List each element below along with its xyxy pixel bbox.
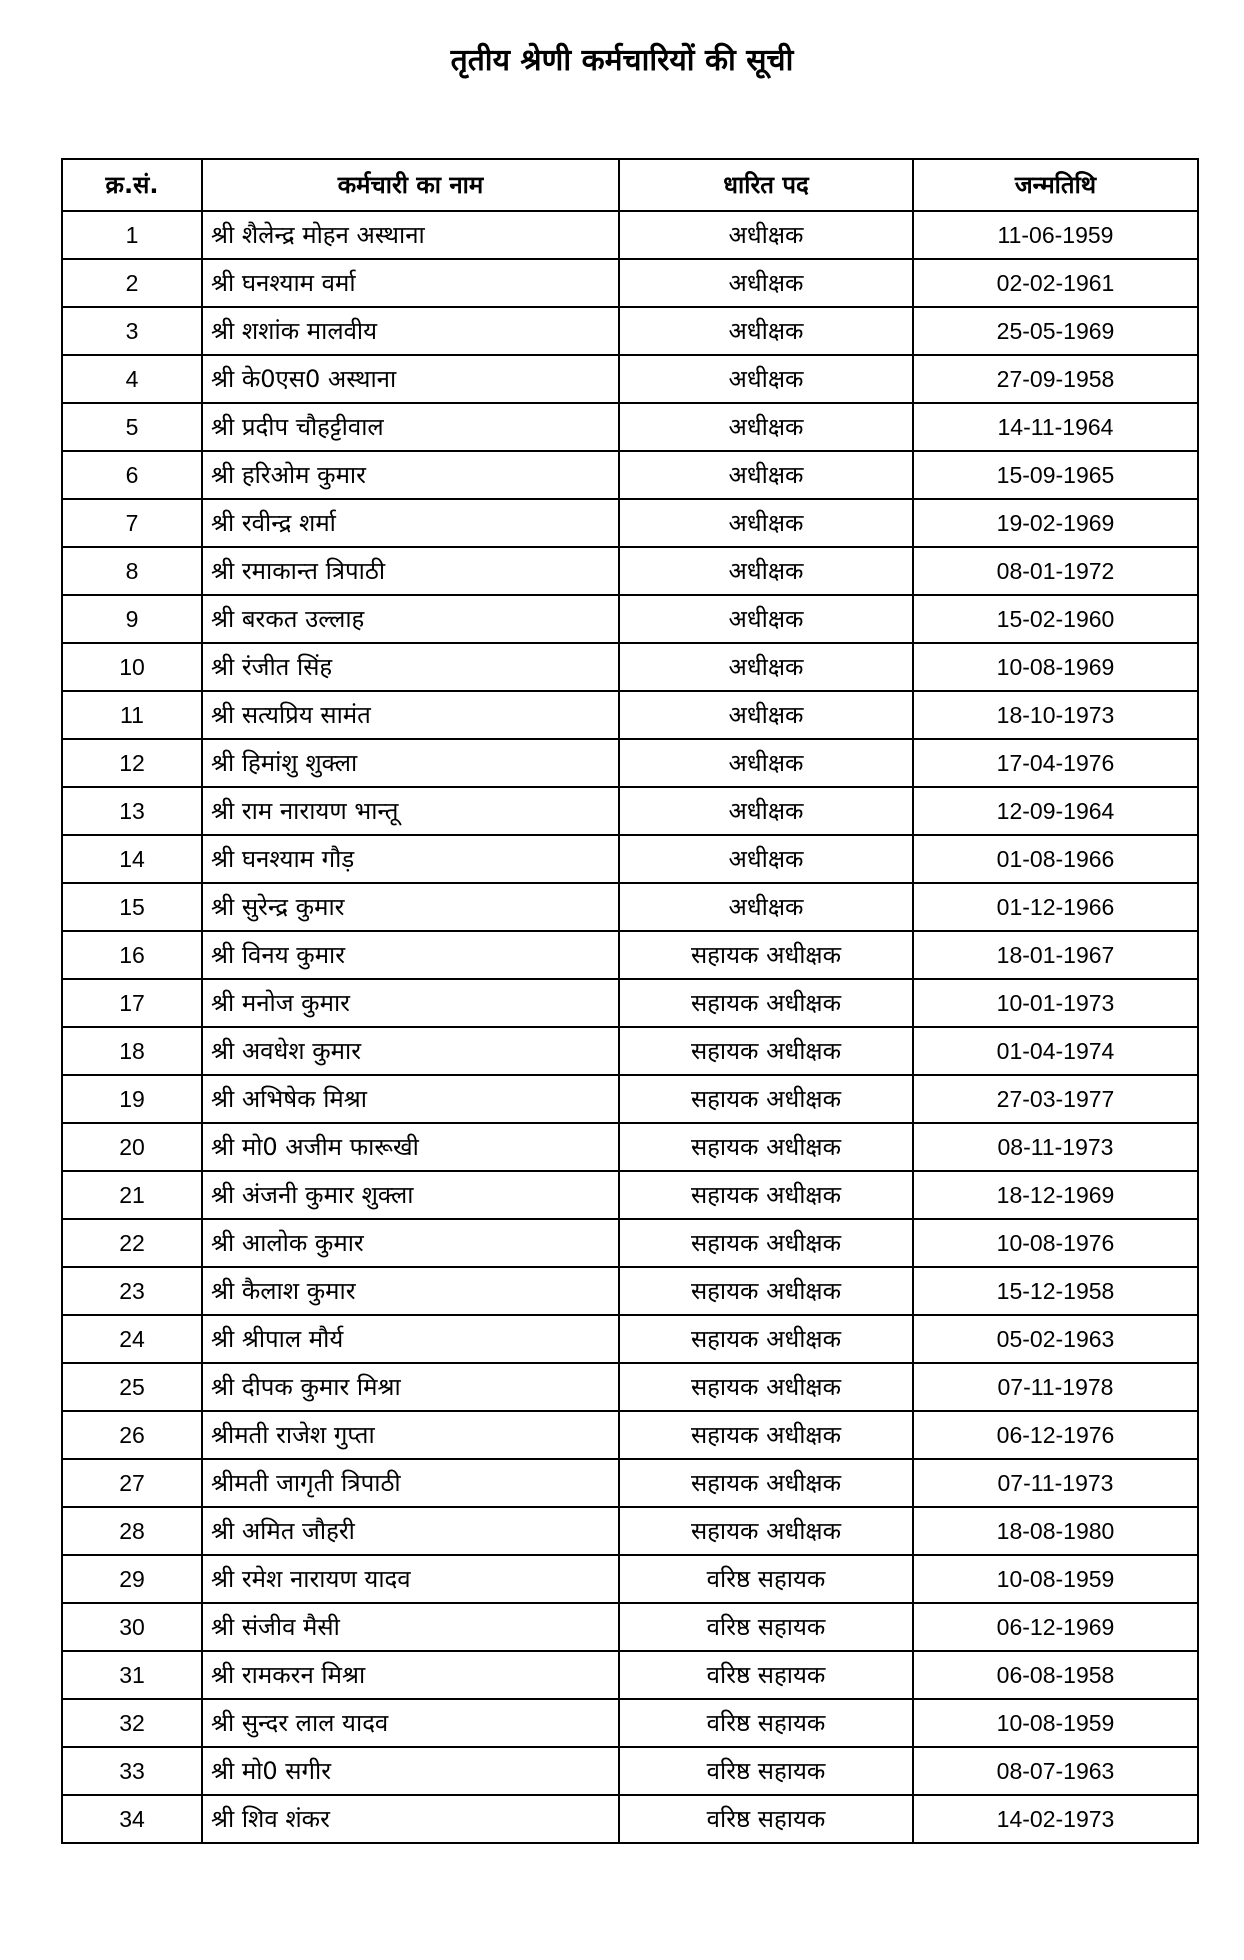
employee-name-cell: श्री रमाकान्त त्रिपाठी <box>202 547 619 595</box>
date-of-birth-cell: 15-09-1965 <box>913 451 1198 499</box>
date-of-birth-cell: 18-10-1973 <box>913 691 1198 739</box>
date-of-birth-cell: 05-02-1963 <box>913 1315 1198 1363</box>
post-cell: सहायक अधीक्षक <box>619 1459 913 1507</box>
employee-name-cell: श्री रामकरन मिश्रा <box>202 1651 619 1699</box>
serial-number-cell: 27 <box>62 1459 202 1507</box>
table-row <box>62 1075 1198 1123</box>
employee-name-cell: श्री आलोक कुमार <box>202 1219 619 1267</box>
table-row <box>62 1219 1198 1267</box>
table-row <box>62 739 1198 787</box>
date-of-birth-cell: 07-11-1978 <box>913 1363 1198 1411</box>
employee-name-cell: श्री रमेश नारायण यादव <box>202 1555 619 1603</box>
employee-name-cell: श्री अवधेश कुमार <box>202 1027 619 1075</box>
post-cell: सहायक अधीक्षक <box>619 1171 913 1219</box>
table-row <box>62 1795 1198 1843</box>
table-row <box>62 1267 1198 1315</box>
employee-name-cell: श्री बरकत उल्लाह <box>202 595 619 643</box>
table-row <box>62 1603 1198 1651</box>
serial-number-cell: 16 <box>62 931 202 979</box>
table-row <box>62 643 1198 691</box>
post-cell: सहायक अधीक्षक <box>619 1027 913 1075</box>
employee-name-cell: श्री संजीव मैसी <box>202 1603 619 1651</box>
employee-name-cell: श्री मो0 अजीम फारूखी <box>202 1123 619 1171</box>
table-row <box>62 1555 1198 1603</box>
post-cell: अधीक्षक <box>619 883 913 931</box>
employee-name-cell: श्री विनय कुमार <box>202 931 619 979</box>
post-cell: अधीक्षक <box>619 211 913 259</box>
serial-number-cell: 32 <box>62 1699 202 1747</box>
post-cell: वरिष्ठ सहायक <box>619 1555 913 1603</box>
employee-name-cell: श्री शिव शंकर <box>202 1795 619 1843</box>
serial-number-cell: 8 <box>62 547 202 595</box>
post-cell: अधीक्षक <box>619 499 913 547</box>
serial-number-cell: 24 <box>62 1315 202 1363</box>
table-row <box>62 1507 1198 1555</box>
table-row <box>62 931 1198 979</box>
date-of-birth-cell: 27-09-1958 <box>913 355 1198 403</box>
employee-name-cell: श्री रवीन्द्र शर्मा <box>202 499 619 547</box>
employee-name-cell: श्री राम नारायण भान्तू <box>202 787 619 835</box>
date-of-birth-cell: 15-12-1958 <box>913 1267 1198 1315</box>
serial-number-cell: 7 <box>62 499 202 547</box>
employee-name-cell: श्री सत्यप्रिय सामंत <box>202 691 619 739</box>
date-of-birth-cell: 27-03-1977 <box>913 1075 1198 1123</box>
date-of-birth-cell: 02-02-1961 <box>913 259 1198 307</box>
post-cell: सहायक अधीक्षक <box>619 931 913 979</box>
table-header-row <box>62 159 1198 211</box>
serial-number-cell: 5 <box>62 403 202 451</box>
employee-name-cell: श्री श्रीपाल मौर्य <box>202 1315 619 1363</box>
table-row <box>62 1027 1198 1075</box>
serial-number-cell: 10 <box>62 643 202 691</box>
post-cell: अधीक्षक <box>619 355 913 403</box>
serial-number-cell: 15 <box>62 883 202 931</box>
serial-number-cell: 23 <box>62 1267 202 1315</box>
post-cell: सहायक अधीक्षक <box>619 1219 913 1267</box>
employee-name-cell: श्री शशांक मालवीय <box>202 307 619 355</box>
post-cell: सहायक अधीक्षक <box>619 1411 913 1459</box>
employee-name-cell: श्री रंजीत सिंह <box>202 643 619 691</box>
serial-number-cell: 31 <box>62 1651 202 1699</box>
date-of-birth-cell: 06-12-1976 <box>913 1411 1198 1459</box>
serial-number-cell: 1 <box>62 211 202 259</box>
date-of-birth-cell: 18-01-1967 <box>913 931 1198 979</box>
date-of-birth-cell: 14-11-1964 <box>913 403 1198 451</box>
employee-name-cell: श्री सुरेन्द्र कुमार <box>202 883 619 931</box>
date-of-birth-cell: 25-05-1969 <box>913 307 1198 355</box>
table-row <box>62 499 1198 547</box>
header-date-of-birth: जन्मतिथि <box>913 159 1198 211</box>
employee-name-cell: श्रीमती राजेश गुप्ता <box>202 1411 619 1459</box>
post-cell: अधीक्षक <box>619 595 913 643</box>
serial-number-cell: 6 <box>62 451 202 499</box>
serial-number-cell: 28 <box>62 1507 202 1555</box>
post-cell: अधीक्षक <box>619 259 913 307</box>
serial-number-cell: 20 <box>62 1123 202 1171</box>
serial-number-cell: 25 <box>62 1363 202 1411</box>
post-cell: सहायक अधीक्षक <box>619 1315 913 1363</box>
table-row <box>62 595 1198 643</box>
post-cell: वरिष्ठ सहायक <box>619 1747 913 1795</box>
employee-name-cell: श्री के0एस0 अस्थाना <box>202 355 619 403</box>
serial-number-cell: 11 <box>62 691 202 739</box>
date-of-birth-cell: 06-08-1958 <box>913 1651 1198 1699</box>
post-cell: अधीक्षक <box>619 451 913 499</box>
table-row <box>62 1699 1198 1747</box>
table-row <box>62 1363 1198 1411</box>
date-of-birth-cell: 01-12-1966 <box>913 883 1198 931</box>
table-row <box>62 1315 1198 1363</box>
date-of-birth-cell: 18-12-1969 <box>913 1171 1198 1219</box>
post-cell: सहायक अधीक्षक <box>619 1267 913 1315</box>
serial-number-cell: 19 <box>62 1075 202 1123</box>
employee-name-cell: श्री घनश्याम वर्मा <box>202 259 619 307</box>
employee-table <box>61 158 1199 1844</box>
date-of-birth-cell: 01-04-1974 <box>913 1027 1198 1075</box>
table-row <box>62 451 1198 499</box>
post-cell: वरिष्ठ सहायक <box>619 1795 913 1843</box>
date-of-birth-cell: 01-08-1966 <box>913 835 1198 883</box>
date-of-birth-cell: 08-01-1972 <box>913 547 1198 595</box>
serial-number-cell: 21 <box>62 1171 202 1219</box>
header-post-held: धारित पद <box>619 159 913 211</box>
header-employee-name: कर्मचारी का नाम <box>202 159 619 211</box>
employee-name-cell: श्री अंजनी कुमार शुक्ला <box>202 1171 619 1219</box>
serial-number-cell: 13 <box>62 787 202 835</box>
date-of-birth-cell: 19-02-1969 <box>913 499 1198 547</box>
date-of-birth-cell: 10-08-1969 <box>913 643 1198 691</box>
post-cell: अधीक्षक <box>619 739 913 787</box>
serial-number-cell: 4 <box>62 355 202 403</box>
date-of-birth-cell: 18-08-1980 <box>913 1507 1198 1555</box>
page-title: तृतीय श्रेणी कर्मचारियों की सूची <box>450 43 794 78</box>
header-serial-number: क्र.सं. <box>62 159 202 211</box>
serial-number-cell: 30 <box>62 1603 202 1651</box>
employee-name-cell: श्री कैलाश कुमार <box>202 1267 619 1315</box>
date-of-birth-cell: 07-11-1973 <box>913 1459 1198 1507</box>
serial-number-cell: 33 <box>62 1747 202 1795</box>
table-row <box>62 787 1198 835</box>
serial-number-cell: 17 <box>62 979 202 1027</box>
date-of-birth-cell: 15-02-1960 <box>913 595 1198 643</box>
post-cell: वरिष्ठ सहायक <box>619 1603 913 1651</box>
date-of-birth-cell: 10-08-1959 <box>913 1555 1198 1603</box>
post-cell: वरिष्ठ सहायक <box>619 1651 913 1699</box>
serial-number-cell: 22 <box>62 1219 202 1267</box>
employee-name-cell: श्री हिमांशु शुक्ला <box>202 739 619 787</box>
table-row <box>62 1123 1198 1171</box>
table-row <box>62 355 1198 403</box>
serial-number-cell: 29 <box>62 1555 202 1603</box>
post-cell: सहायक अधीक्षक <box>619 979 913 1027</box>
table-row <box>62 307 1198 355</box>
serial-number-cell: 34 <box>62 1795 202 1843</box>
table-row <box>62 1651 1198 1699</box>
serial-number-cell: 12 <box>62 739 202 787</box>
employee-name-cell: श्री दीपक कुमार मिश्रा <box>202 1363 619 1411</box>
date-of-birth-cell: 10-08-1959 <box>913 1699 1198 1747</box>
serial-number-cell: 18 <box>62 1027 202 1075</box>
date-of-birth-cell: 14-02-1973 <box>913 1795 1198 1843</box>
employee-name-cell: श्री मो0 सगीर <box>202 1747 619 1795</box>
employee-name-cell: श्री घनश्याम गौड़ <box>202 835 619 883</box>
employee-name-cell: श्री अभिषेक मिश्रा <box>202 1075 619 1123</box>
table-row <box>62 1747 1198 1795</box>
table-row <box>62 1459 1198 1507</box>
employee-name-cell: श्री प्रदीप चौहट्टीवाल <box>202 403 619 451</box>
date-of-birth-cell: 08-07-1963 <box>913 1747 1198 1795</box>
table-row <box>62 259 1198 307</box>
table-row <box>62 979 1198 1027</box>
employee-table-body <box>62 211 1198 1843</box>
post-cell: अधीक्षक <box>619 691 913 739</box>
post-cell: अधीक्षक <box>619 547 913 595</box>
date-of-birth-cell: 17-04-1976 <box>913 739 1198 787</box>
serial-number-cell: 9 <box>62 595 202 643</box>
table-row <box>62 835 1198 883</box>
date-of-birth-cell: 10-08-1976 <box>913 1219 1198 1267</box>
post-cell: सहायक अधीक्षक <box>619 1507 913 1555</box>
serial-number-cell: 14 <box>62 835 202 883</box>
post-cell: सहायक अधीक्षक <box>619 1075 913 1123</box>
post-cell: अधीक्षक <box>619 643 913 691</box>
date-of-birth-cell: 06-12-1969 <box>913 1603 1198 1651</box>
table-row <box>62 1411 1198 1459</box>
post-cell: सहायक अधीक्षक <box>619 1123 913 1171</box>
post-cell: वरिष्ठ सहायक <box>619 1699 913 1747</box>
post-cell: अधीक्षक <box>619 787 913 835</box>
serial-number-cell: 26 <box>62 1411 202 1459</box>
employee-name-cell: श्री सुन्दर लाल यादव <box>202 1699 619 1747</box>
employee-name-cell: श्रीमती जागृती त्रिपाठी <box>202 1459 619 1507</box>
date-of-birth-cell: 08-11-1973 <box>913 1123 1198 1171</box>
employee-name-cell: श्री शैलेन्द्र मोहन अस्थाना <box>202 211 619 259</box>
post-cell: अधीक्षक <box>619 403 913 451</box>
table-row <box>62 547 1198 595</box>
table-row <box>62 211 1198 259</box>
employee-name-cell: श्री मनोज कुमार <box>202 979 619 1027</box>
table-row <box>62 403 1198 451</box>
post-cell: सहायक अधीक्षक <box>619 1363 913 1411</box>
table-row <box>62 883 1198 931</box>
table-row <box>62 1171 1198 1219</box>
post-cell: अधीक्षक <box>619 307 913 355</box>
employee-name-cell: श्री हरिओम कुमार <box>202 451 619 499</box>
serial-number-cell: 2 <box>62 259 202 307</box>
employee-name-cell: श्री अमित जौहरी <box>202 1507 619 1555</box>
date-of-birth-cell: 12-09-1964 <box>913 787 1198 835</box>
post-cell: अधीक्षक <box>619 835 913 883</box>
table-row <box>62 691 1198 739</box>
date-of-birth-cell: 10-01-1973 <box>913 979 1198 1027</box>
serial-number-cell: 3 <box>62 307 202 355</box>
date-of-birth-cell: 11-06-1959 <box>913 211 1198 259</box>
